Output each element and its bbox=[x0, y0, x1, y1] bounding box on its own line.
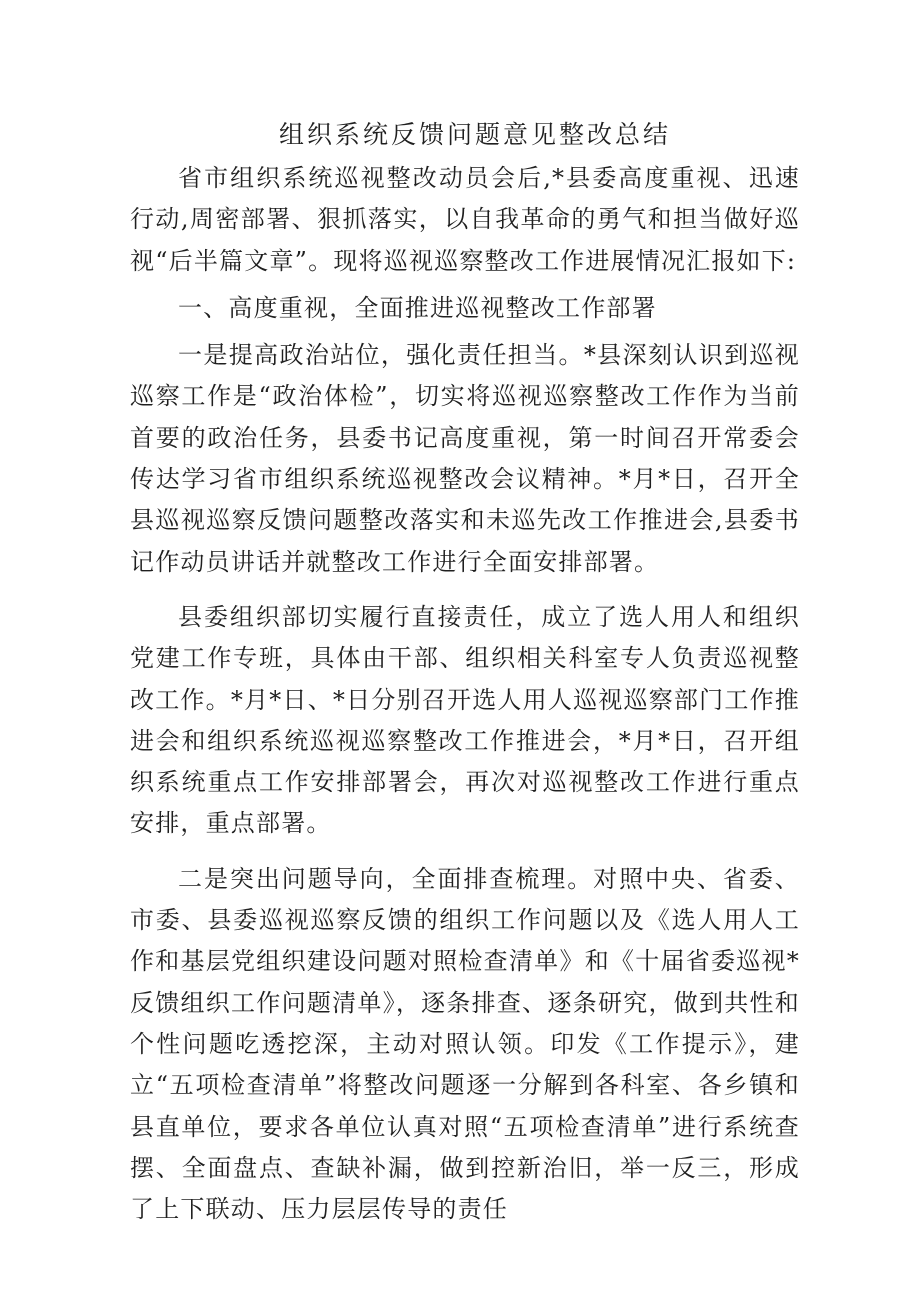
section-heading-1: 一、高度重视，全面推进巡视整改工作部署 bbox=[178, 293, 657, 322]
intro-paragraph: 省市组织系统巡视整改动员会后,*县委高度重视、迅速行动,周密部署、狠抓落实，以自我革命的勇气和担当做好巡视“后半篇文章”。现将巡视巡察整改工作进展情况汇报如下: bbox=[130, 164, 800, 275]
paragraph-organization-department: 县委组织部切实履行直接责任，成立了选人用人和组织党建工作专班，具体由干部、组织相关科室专人负责巡视整改工作。*月*日、*日分别召开选人用人巡视巡察部门工作推进会和组织系统巡视巡察整改工作推进会，*月*日，召开组织系统重点工作安排部署会，再次对巡视整改工作进行重点安排，重点部署。 bbox=[130, 602, 800, 838]
paragraph-problem-orientation: 二是突出问题导向，全面排查梳理。对照中央、省委、市委、县委巡视巡察反馈的组织工作问题以及《选人用人工作和基层党组织建设问题对照检查清单》和《十届省委巡视*反馈组织工作问题清单》，逐条排查、逐条研究，做到共性和个性问题吃透挖深，主动对照认领。印发《工作提示》，建立“五项检查清单”将整改问题逐一分解到各科室、各乡镇和县直单位，要求各单位认真对照“五项检查清单”进行系统查摆、全面盘点、查缺补漏，做到控新治旧，举一反三，形成了上下联动、压力层层传导的责任 bbox=[130, 864, 800, 1224]
paragraph-political-stance: 一是提高政治站位，强化责任担当。*县深刻认识到巡视巡察工作是“政治体检”，切实将巡视巡察整改工作作为当前首要的政治任务，县委书记高度重视，第一时间召开常委会传达学习省市组织系统巡视整改会议精神。*月*日，召开全县巡视巡察反馈问题整改落实和未巡先改工作推进会,县委书记作动员讲话并就整改工作进行全面安排部署。 bbox=[130, 341, 800, 576]
document-body bbox=[130, 112, 800, 1230]
document-title: 组织系统反馈问题意见整改总结 bbox=[278, 120, 671, 149]
